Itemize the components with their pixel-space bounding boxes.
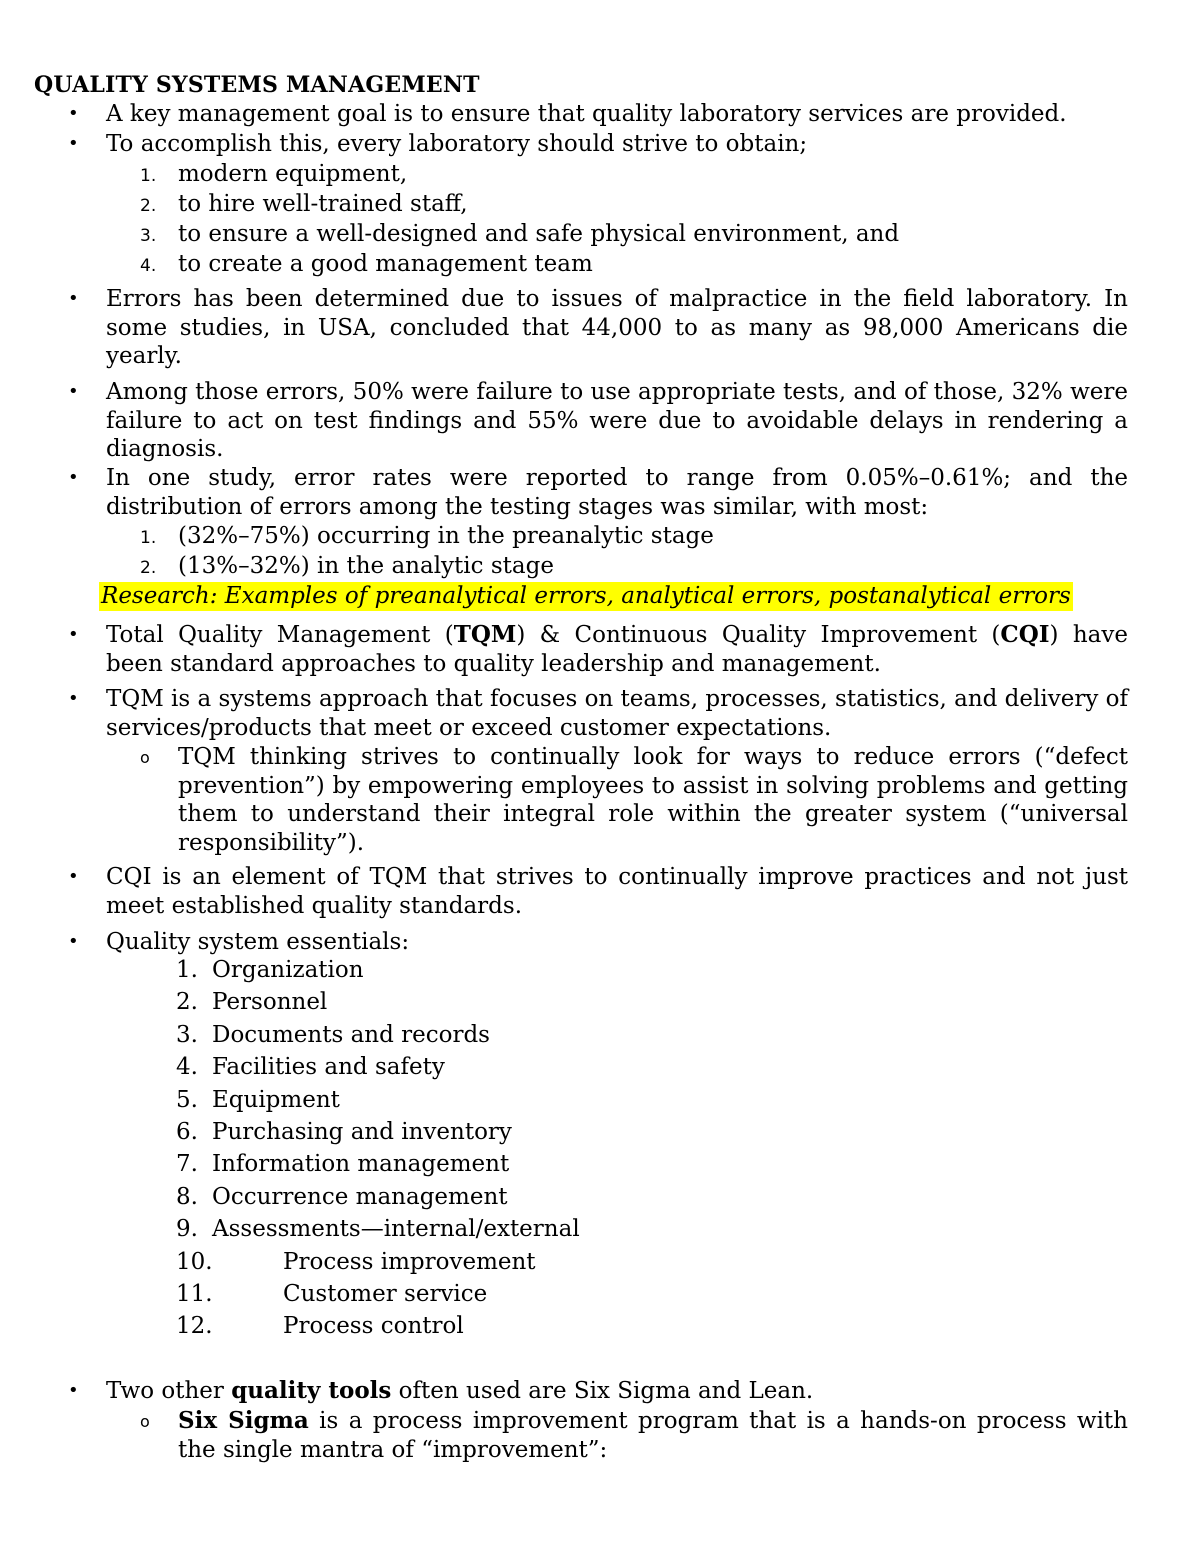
list-item [0, 1150, 1200, 1182]
list-item-text: to ensure a well-designed and safe physical environment, and [178, 221, 900, 247]
numbered-list-equipment [0, 160, 1200, 280]
bullet-text: Among those errors, 50% were failure to use appropriate tests, and of those, 32% were failure to act on test findings and 55% were due to avoidable delays in rendering a diagnosis. [106, 379, 1128, 462]
list-number: 3. [140, 226, 157, 246]
list-item [0, 1118, 1200, 1150]
bullet-icon: • [68, 103, 79, 124]
bullet-icon: • [68, 931, 79, 952]
list-item [0, 1280, 1200, 1312]
bullet-icon: • [68, 288, 79, 309]
list-item-text: modern equipment, [178, 161, 408, 187]
list-item-text: Organization [212, 957, 364, 983]
bullet-item-2 [0, 130, 1200, 159]
list-number: 1. [140, 166, 157, 186]
bullet-icon: • [68, 688, 79, 709]
bullet-icon: • [68, 624, 79, 645]
list-number: 4. [176, 1054, 198, 1081]
list-number: 1. [176, 957, 198, 983]
bullet-icon: • [68, 467, 79, 488]
sub-bullet-six-sigma [0, 1407, 1200, 1464]
cqi-text-part: ) & Continuous Quality Improvement ( [516, 622, 1001, 648]
tqm-text-part: Total Quality Management ( [106, 622, 454, 648]
list-item-text: Process improvement [283, 1248, 536, 1275]
quality-tools-bold: quality tools [231, 1377, 392, 1404]
sub-bullet-icon: o [140, 1412, 150, 1431]
list-item [0, 190, 1200, 220]
page-title: QUALITY SYSTEMS MANAGEMENT [34, 72, 480, 98]
quality-tools-text-end: often used are Six Sigma and Lean. [391, 1378, 814, 1404]
bullet-item-8 [0, 863, 1200, 920]
bullet-icon: • [68, 1380, 79, 1401]
list-item [0, 220, 1200, 250]
list-item [0, 956, 1200, 988]
list-number: 2. [140, 196, 157, 216]
list-item [0, 1183, 1200, 1215]
list-item-text: (32%–75%) occurring in the preanalytic stage [178, 523, 714, 549]
bullet-item-10 [0, 1377, 1200, 1406]
bullet-text: CQI is an element of TQM that strives to continually improve practices and not just meet established quality standards. [106, 864, 1128, 919]
list-item [0, 552, 1200, 582]
list-number: 2. [140, 558, 157, 578]
list-item-text: Personnel [212, 989, 328, 1016]
list-item-text: to hire well-trained staff, [178, 191, 468, 217]
bullet-item-1 [0, 100, 1200, 129]
bullet-item-5 [0, 464, 1200, 521]
bullet-text: To accomplish this, every laboratory should strive to obtain; [106, 131, 808, 157]
sub-bullet-icon: o [140, 748, 150, 767]
bullet-text: In one study, error rates were reported to range from 0.05%–0.61%; and the distribution of errors among the testing stages was similar, with most: [106, 465, 1128, 520]
bullet-item-4 [0, 378, 1200, 464]
list-item [0, 1053, 1200, 1085]
list-item [0, 1086, 1200, 1118]
list-number: 10. [176, 1248, 213, 1275]
tqm-cqi-text-end: ) have been standard approaches to quality leadership and management. [106, 622, 1128, 677]
list-item [0, 160, 1200, 190]
list-item-text: Documents and records [212, 1021, 490, 1048]
list-item-text: Occurrence management [212, 1183, 508, 1210]
bullet-text: Errors has been determined due to issues of malpractice in the field laboratory. In some studies, in USA, concluded that 44,000 to as many as 98,000 Americans die yearly. [106, 286, 1128, 369]
list-item-text: Equipment [212, 1086, 340, 1113]
list-item [0, 522, 1200, 552]
list-number: 2. [176, 989, 198, 1016]
list-item [0, 988, 1200, 1020]
six-sigma-bold: Six Sigma [178, 1407, 309, 1434]
list-item-text: Process control [283, 1313, 464, 1340]
list-item [0, 250, 1200, 280]
list-item-text: Purchasing and inventory [212, 1118, 512, 1145]
list-item-text: Assessments—internal/external [212, 1216, 580, 1243]
list-item-text: (13%–32%) in the analytic stage [178, 553, 554, 579]
sub-bullet-tqm-thinking [0, 743, 1200, 857]
cqi-abbrev: CQI [1000, 621, 1050, 648]
list-number: 11. [176, 1280, 213, 1307]
research-note-highlight: Research: Examples of preanalytical errors, analytical errors, postanalytical errors [101, 583, 1071, 609]
list-number: 4. [140, 256, 157, 276]
list-number: 9. [176, 1216, 198, 1243]
list-number: 12. [176, 1313, 213, 1340]
quality-tools-text-start: Two other [106, 1378, 232, 1404]
sub-bullet-text: TQM thinking strives to continually look for ways to reduce errors (“defect prevention”) by empowering employees to assist in solving problems and getting them to understand their integral role within the greater system (“universal responsibility”). [178, 744, 1128, 856]
bullet-text: Quality system essentials: [106, 929, 410, 955]
list-item-text: Facilities and safety [212, 1054, 445, 1081]
bullet-item-7 [0, 685, 1200, 742]
list-item-text: Customer service [283, 1280, 488, 1307]
bullet-item-6 [0, 621, 1200, 678]
list-item [0, 1312, 1200, 1344]
bullet-icon: • [68, 866, 79, 887]
bullet-text [106, 1377, 1128, 1406]
list-item [0, 1021, 1200, 1053]
tqm-abbrev: TQM [453, 621, 517, 648]
list-number: 3. [176, 1021, 198, 1048]
six-sigma-description: is a process improvement program that is a hands-on process with the single mantra of “improvement”: [178, 1408, 1128, 1463]
list-number: 1. [140, 528, 157, 548]
list-number: 5. [176, 1086, 198, 1113]
list-item-text: Information management [212, 1151, 510, 1178]
bullet-text: A key management goal is to ensure that quality laboratory services are provided. [106, 101, 1067, 127]
list-number: 6. [176, 1118, 198, 1145]
list-number: 7. [176, 1151, 198, 1178]
bullet-text [106, 621, 1128, 678]
list-item-text: to create a good management team [178, 251, 593, 277]
bullet-item-9 [0, 928, 1200, 957]
bullet-text: TQM is a systems approach that focuses on teams, processes, statistics, and delivery of services/products that meet or exceed customer expectations. [106, 686, 1128, 741]
bullet-item-3 [0, 285, 1200, 371]
list-item [0, 1215, 1200, 1247]
list-number: 8. [176, 1183, 198, 1210]
numbered-list-error-stages [0, 522, 1200, 582]
bullet-icon: • [68, 133, 79, 154]
sub-bullet-text [178, 1407, 1128, 1464]
quality-essentials-list [0, 956, 1200, 1345]
bullet-icon: • [68, 381, 79, 402]
list-item [0, 1248, 1200, 1280]
